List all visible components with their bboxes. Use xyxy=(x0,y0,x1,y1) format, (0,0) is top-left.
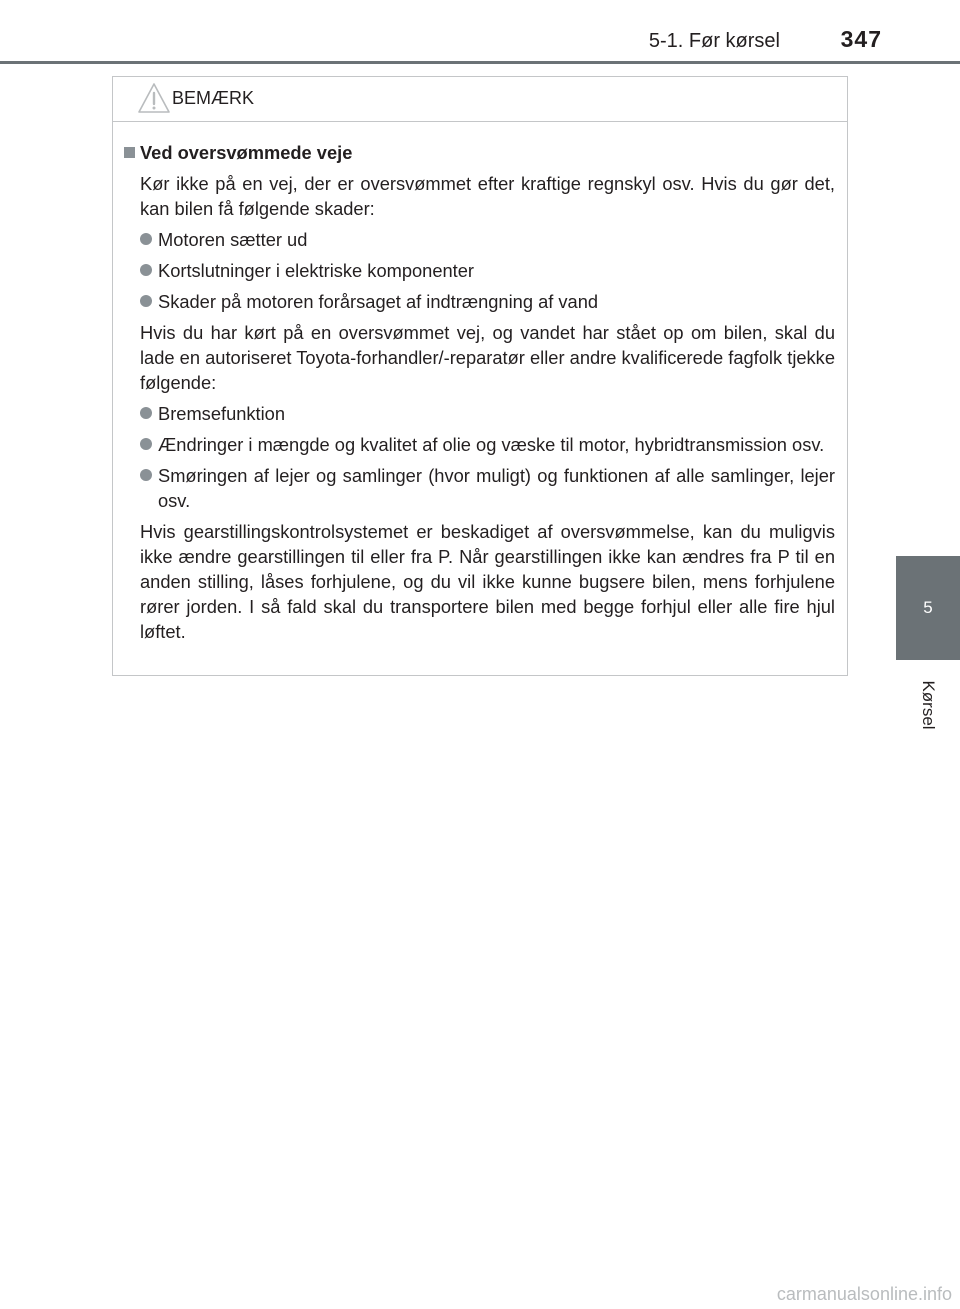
list-item xyxy=(140,463,835,513)
chapter-label: Kørsel xyxy=(919,680,938,730)
chapter-tab: 5 xyxy=(896,556,960,660)
list-item-text: Motoren sætter ud xyxy=(158,229,308,250)
check-paragraph: Hvis du har kørt på en oversvømmet vej, og vandet har stået op om bilen, skal du lade en autoriseret Toyota-forhandler/-reparatør eller andre kvalificerede fagfolk tjekke følgende: xyxy=(140,322,835,393)
watermark: carmanualsonline.info xyxy=(776,1284,952,1304)
notice-header xyxy=(113,77,847,122)
list-item-text: Kortslutninger i elektriske komponenter xyxy=(158,260,475,281)
intro-paragraph: Kør ikke på en vej, der er oversvømmet efter kraftige regnskyl osv. Hvis du gør det, kan bilen få følgende skader: xyxy=(140,173,835,219)
notice-body xyxy=(113,122,847,644)
round-bullet-icon xyxy=(140,407,152,419)
list-item xyxy=(140,289,835,314)
list-item xyxy=(140,227,835,252)
closing-paragraph: Hvis gearstillingskontrolsystemet er beskadiget af oversvømmelse, kan du muligvis ikke ændre gearstillingen til eller fra P. Når gearstillingen ikke kan ændres fra P til en anden stilling, låses forhjulene, og du vil ikke kunne bugsere bilen, mens forhjulene rører jorden. I så fald skal du transportere bilen med begge forhjul eller alle fire hjul løftet. xyxy=(140,521,835,642)
round-bullet-icon xyxy=(140,469,152,481)
list-item-text: Smøringen af lejer og samlinger (hvor muligt) og funktionen af alle samlinger, lejer osv. xyxy=(158,465,835,511)
list-item-text: Skader på motoren forårsaget af indtrængning af vand xyxy=(158,291,599,312)
section-title: 5-1. Før kørsel xyxy=(648,30,780,52)
list-item-text: Bremsefunktion xyxy=(158,403,286,424)
list-item xyxy=(140,401,835,426)
round-bullet-icon xyxy=(140,438,152,450)
subheading-text: Ved oversvømmede veje xyxy=(140,142,353,163)
round-bullet-icon xyxy=(140,295,152,307)
list-item xyxy=(140,432,835,457)
list-item xyxy=(140,258,835,283)
round-bullet-icon xyxy=(140,264,152,276)
list-item-text: Ændringer i mængde og kvalitet af olie og væske til motor, hybridtransmission osv. xyxy=(158,434,825,455)
notice-box xyxy=(112,76,848,676)
notice-subheading xyxy=(124,140,835,165)
notice-title: BEMÆRK xyxy=(172,88,255,108)
round-bullet-icon xyxy=(140,233,152,245)
header-rule xyxy=(0,61,960,64)
square-bullet-icon xyxy=(124,147,135,158)
page-number: 347 xyxy=(840,26,882,52)
warning-triangle-icon xyxy=(137,82,171,114)
